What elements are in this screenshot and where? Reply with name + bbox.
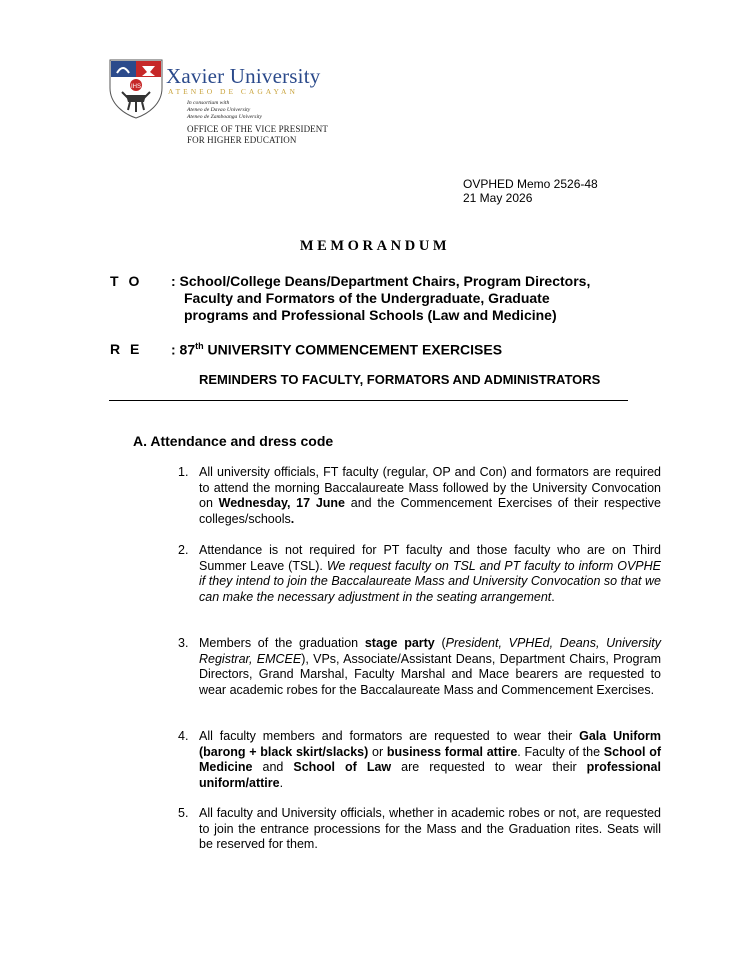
re-label: R E [110, 341, 143, 357]
section-a-title: A. Attendance and dress code [133, 433, 334, 449]
item-3-i1: President, VPHEd, Deans, University Registrar, EMCEE [199, 636, 661, 666]
item-4-t2: or [368, 744, 387, 759]
item-4-b1: Gala Uniform (barong + black skirt/slacks) [199, 729, 661, 759]
memo-ref: OVPHED Memo 2526-48 [463, 177, 598, 191]
to-label: T O [110, 273, 143, 289]
re-line [171, 341, 502, 358]
item-3-number: 3. [178, 636, 189, 650]
item-4-t6: . [279, 775, 284, 790]
item-3-b1: stage party [364, 636, 435, 650]
item-4-b5: professional uniform/attire [199, 760, 661, 790]
university-seal-logo [108, 58, 164, 120]
item-1-t2: and the Commencement Exercises of their respective colleges/schools [199, 496, 661, 526]
item-2-text [199, 543, 661, 605]
item-5-text [199, 806, 661, 853]
consortium-line-2: Ateneo de Davao University [187, 107, 251, 113]
item-4-b2: business formal attire [386, 744, 518, 759]
item-4-t5: are requested to wear their [391, 760, 587, 774]
item-4-b4: School of Law [293, 760, 392, 774]
re-prefix: : 87 [171, 341, 196, 358]
item-4-t4: and [252, 760, 294, 774]
office-line-1: OFFICE OF THE VICE PRESIDENT [187, 124, 328, 134]
to-line-1: : School/College Deans/Department Chairs, Program Directors, [171, 273, 591, 289]
item-2-t1: Attendance is not required for PT faculty and those faculty who are on Third Summer Leave (TSL). [199, 543, 661, 573]
svg-text:IHS: IHS [130, 84, 142, 90]
item-2-i1: We request faculty on TSL and PT faculty to inform OVPHE if they intend to join the Baccalaureate Mass and University Convocation so that we can make the necessary adjustment in the seating arrangement [199, 558, 661, 604]
memo-title: MEMORANDUM [299, 238, 451, 254]
university-subtitle: ATENEO DE CAGAYAN [168, 87, 298, 96]
to-line-3: programs and Professional Schools (Law and Medicine) [184, 307, 557, 323]
office-line-2: FOR HIGHER EDUCATION [187, 135, 297, 145]
to-line-2: Faculty and Formators of the Undergraduate, Graduate [184, 290, 550, 306]
re-sup: th [195, 341, 204, 351]
item-4-number: 4. [178, 729, 189, 743]
item-4-t1: All faculty members and formators are requested to wear their [199, 729, 580, 743]
item-2-number: 2. [178, 543, 189, 557]
item-1-text [199, 465, 661, 527]
consortium-line-1: In consortium with [187, 100, 230, 106]
divider-rule [109, 400, 628, 401]
item-3-text [199, 636, 661, 698]
consortium-line-3: Ateneo de Zamboanga University [187, 114, 263, 120]
university-name: Xavier University [166, 64, 321, 88]
item-3-t3: ), VPs, Associate/Assistant Deans, Department Chairs, Program Directors, Grand Marshal, Faculty Marshal and Mace bearers are requested to wear academic robes for the Baccalaureate Mass and Commencement Exercises. [199, 651, 661, 697]
item-4-t3: . Faculty of the [517, 744, 604, 759]
item-5-t1: All faculty and University officials, whether in academic robes or not, are requested to join the entrance processions for the Mass and the Graduation rites. Seats will be reserved for them. [199, 806, 661, 851]
memo-date: 21 May 2026 [463, 191, 533, 205]
item-3-t1: Members of the graduation [199, 636, 365, 650]
item-4-b3: School of Medicine [199, 744, 661, 774]
re-rest: UNIVERSITY COMMENCEMENT EXERCISES [203, 341, 503, 358]
re-sub: REMINDERS TO FACULTY, FORMATORS AND ADMINISTRATORS [199, 372, 601, 387]
item-1-b1: Wednesday, 17 June [218, 496, 345, 510]
item-1-b2: . [290, 511, 295, 526]
item-4-text [199, 729, 661, 791]
item-5-number: 5. [178, 806, 189, 820]
item-2-t2: . [551, 589, 555, 604]
item-1-t1: All university officials, FT faculty (regular, OP and Con) and formators are required to attend the morning Baccalaureate Mass followed by the University Convocation on [199, 465, 661, 510]
item-3-t2: ( [434, 636, 446, 650]
item-1-number: 1. [178, 465, 189, 479]
